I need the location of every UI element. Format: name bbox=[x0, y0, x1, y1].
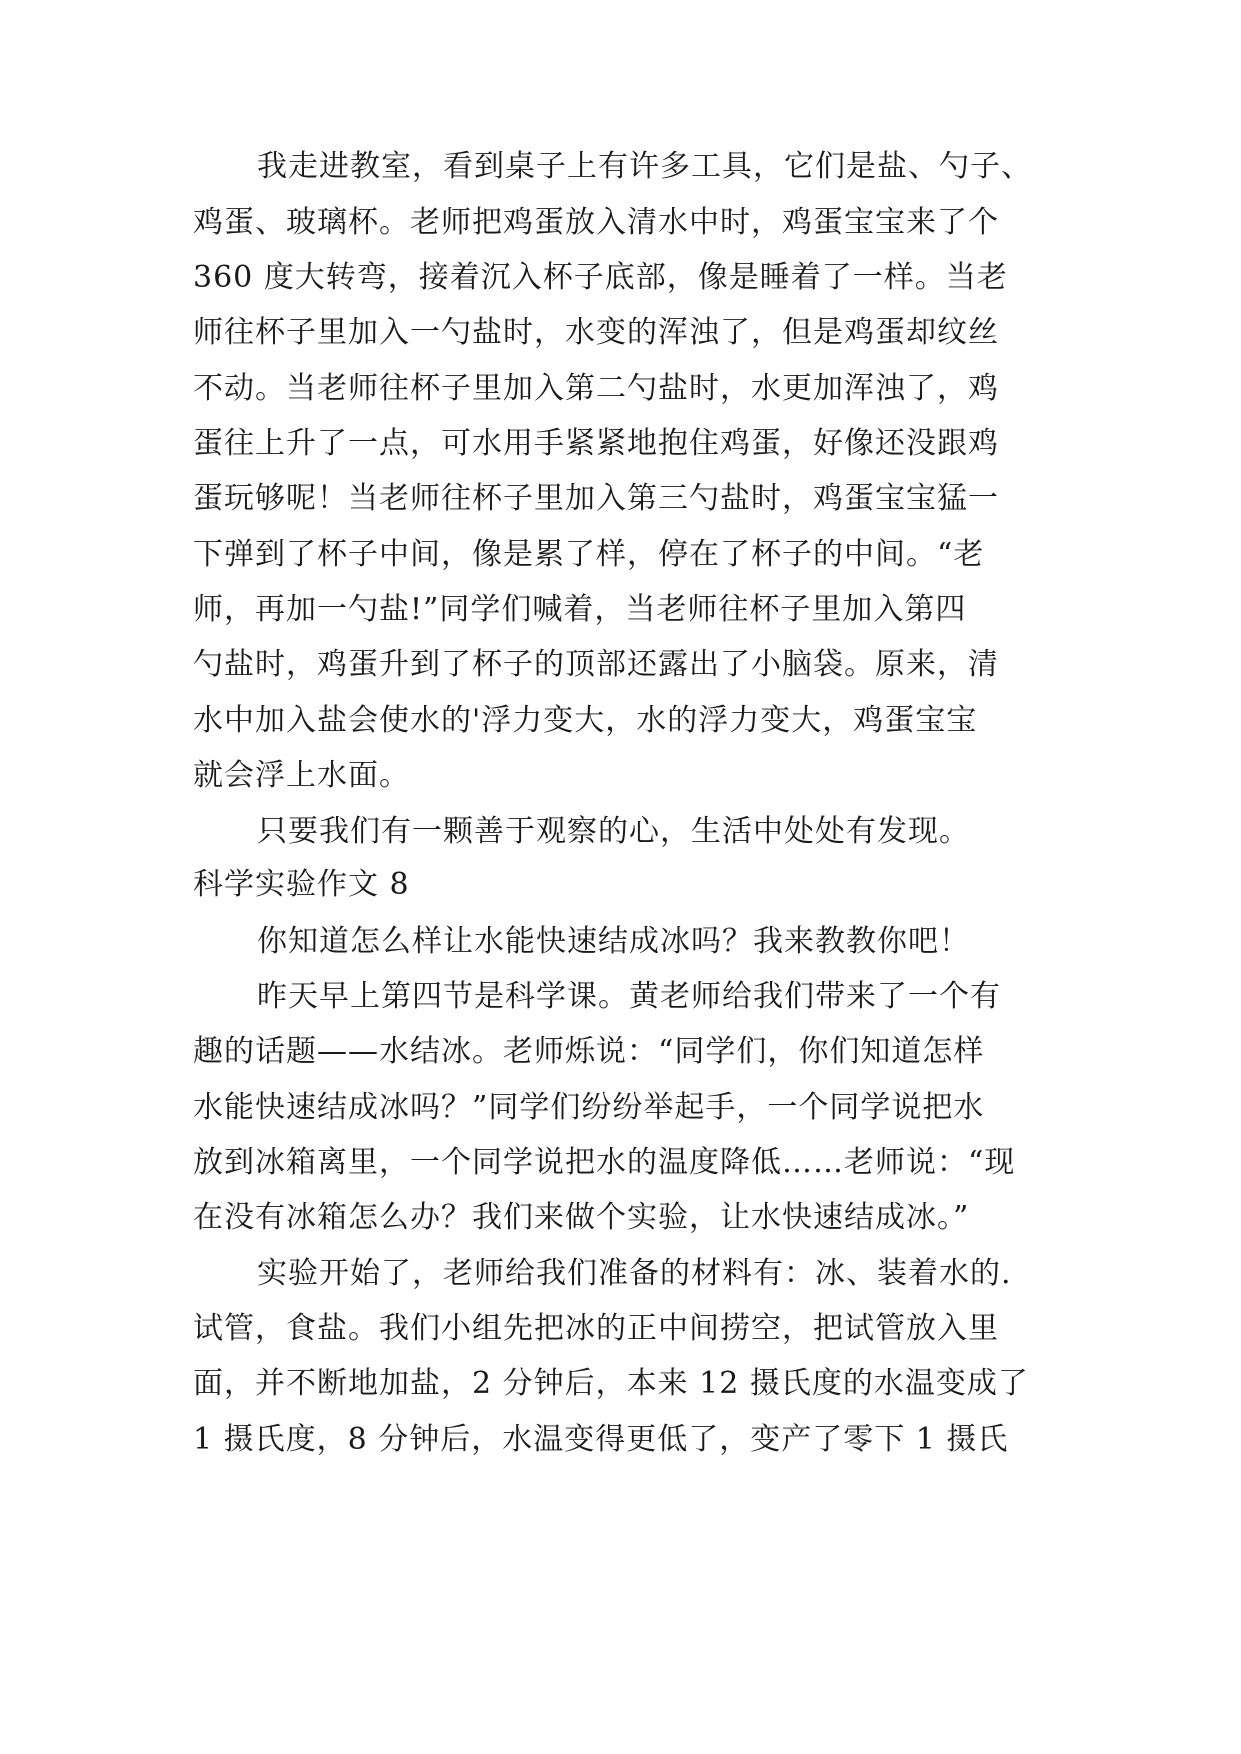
paragraph-line: 试管，食盐。我们小组先把冰的正中间捞空，把试管放入里 bbox=[193, 1311, 999, 1346]
paragraph-line: 只要我们有一颗善于观察的心，生活中处处有发现。 bbox=[257, 814, 970, 849]
paragraph-line: 1 摄氏度，8 分钟后，水温变得更低了，变产了零下 1 摄氏 bbox=[193, 1422, 1009, 1457]
paragraph-line: 你知道怎么样让水能快速结成冰吗？我来教教你吧！ bbox=[257, 924, 970, 959]
section-heading: 科学实验作文 8 bbox=[193, 867, 410, 902]
paragraph-line: 昨天早上第四节是科学课。黄老师给我们带来了一个有 bbox=[257, 979, 1001, 1014]
paragraph-line: 蛋往上升了一点，可水用手紧紧地抱住鸡蛋，好像还没跟鸡 bbox=[193, 426, 999, 461]
paragraph-line: 360 度大转弯，接着沉入杯子底部，像是睡着了一样。当老 bbox=[193, 260, 1008, 295]
paragraph-line: 放到冰箱离里，一个同学说把水的温度降低……老师说：“现 bbox=[193, 1145, 1016, 1180]
paragraph-line: 不动。当老师往杯子里加入第二勺盐时，水更加浑浊了，鸡 bbox=[193, 371, 999, 406]
paragraph-line: 鸡蛋、玻璃杯。老师把鸡蛋放入清水中时，鸡蛋宝宝来了个 bbox=[193, 205, 999, 240]
paragraph-line: 趣的话题——水结冰。老师烁说：“同学们，你们知道怎样 bbox=[193, 1034, 985, 1069]
paragraph-line: 师，再加一勺盐!”同学们喊着，当老师往杯子里加入第四 bbox=[193, 592, 967, 627]
paragraph-line: 勺盐时，鸡蛋升到了杯子的顶部还露出了小脑袋。原来，清 bbox=[193, 647, 999, 682]
paragraph-line: 水能快速结成冰吗？”同学们纷纷举起手，一个同学说把水 bbox=[193, 1090, 985, 1125]
paragraph-line: 在没有冰箱怎么办？我们来做个实验，让水快速结成冰。” bbox=[193, 1200, 970, 1235]
paragraph-line: 我走进教室，看到桌子上有许多工具，它们是盐、勺子、 bbox=[257, 149, 1032, 184]
paragraph-line: 蛋玩够呢！当老师往杯子里加入第三勺盐时，鸡蛋宝宝猛一 bbox=[193, 481, 999, 516]
paragraph-line: 面，并不断地加盐，2 分钟后，本来 12 摄氏度的水温变成了 bbox=[193, 1366, 1029, 1401]
paragraph-line: 师往杯子里加入一勺盐时，水变的浑浊了，但是鸡蛋却纹丝 bbox=[193, 315, 999, 350]
paragraph-line: 实验开始了，老师给我们准备的材料有：冰、装着水的. bbox=[257, 1256, 1012, 1291]
paragraph-line: 就会浮上水面。 bbox=[193, 758, 410, 793]
paragraph-line: 下弹到了杯子中间，像是累了样，停在了杯子的中间。“老 bbox=[193, 537, 985, 572]
paragraph-line: 水中加入盐会使水的'浮力变大，水的浮力变大，鸡蛋宝宝 bbox=[193, 703, 978, 738]
